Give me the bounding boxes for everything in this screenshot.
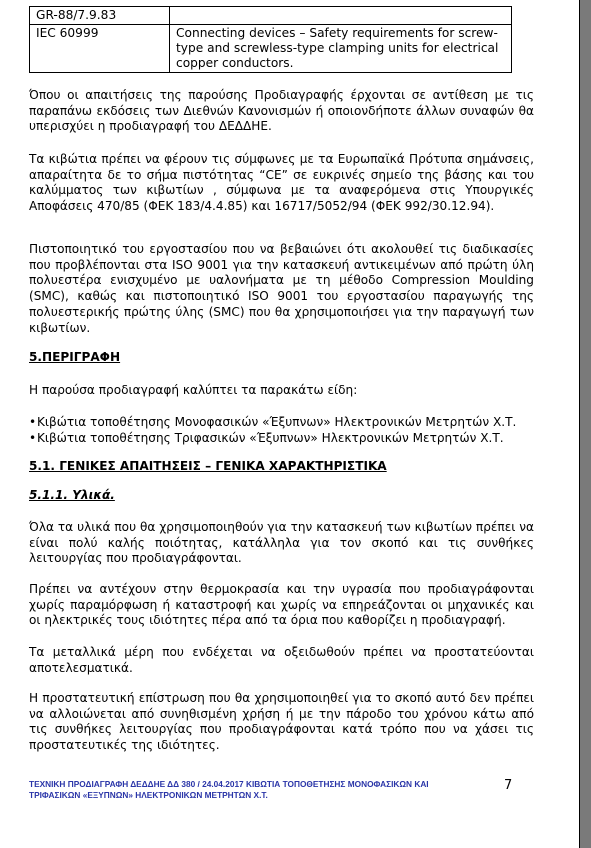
table-row [30, 25, 512, 73]
paragraph-scope: Η παρούσα προδιαγραφή καλύπτει τα παρακάτω είδη: [29, 383, 358, 397]
paragraph-metal-parts: Τα μεταλλικά μέρη που ενδέχεται να οξειδωθούν πρέπει να προστατεύονται αποτελεσματικά. [29, 645, 534, 675]
standard-code: GR-88/7.9.83 [30, 7, 170, 25]
bullet-icon: • [29, 431, 37, 445]
list-item: •Κιβώτια τοποθέτησης Τριφασικών «Έξυπνων» Ηλεκτρονικών Μετρητών Χ.Τ. [29, 431, 504, 445]
page-shadow [580, 0, 591, 848]
page-number: 7 [504, 778, 513, 793]
paragraph-protective-coating: Η προστατευτική επίστρωση που θα χρησιμοποιηθεί για το σκοπό αυτό δεν πρέπει να αλλοιώνεται από συνηθισμένη χρήση ή με την πάροδο του χρόνου κάτω από τις συνθήκες λειτουργίας που προδιαγράφονται κατά τρόπο που να χάσει τις προστατευτικές της ιδιότητες. [29, 691, 534, 753]
paragraph-ce-marking: Τα κιβώτια πρέπει να φέρουν τις σύμφωνες με τα Ευρωπαϊκά Πρότυπα σημάνσεις, απαραίτητα δε το σήμα πιστότητας “CE” σε ευκρινές σημείο της βάσης και του καλύμματος των κιβωτίων , σύμφωνα με τα αναφερόμενα στις Υπουργικές Αποφάσεις 470/85 (ΦΕΚ 183/4.4.85) και 16717/5052/94 (ΦΕΚ 992/30.12.94). [29, 152, 534, 214]
footer-line: ΤΕΧΝΙΚΗ ΠΡΟΔΙΑΓΡΑΦΗ ΔΕΔΔΗΕ ΔΔ 380 / 24.04.2017 ΚΙΒΩΤΙΑ ΤΟΠΟΘΕΤΗΣΗΣ ΜΟΝΟΦΑΣΙΚΩΝ ΚΑΙ [29, 779, 429, 789]
paragraph-precedence: Όπου οι απαιτήσεις της παρούσης Προδιαγραφής έρχονται σε αντίθεση με τις παραπάνω εκδόσεις των Διεθνών Κανονισμών ή οποιονδήποτε άλλων συναφών θα υπερισχύει η προδιαγραφή του ΔΕΔΔΗΕ. [29, 88, 534, 134]
paragraph-materials-quality: Όλα τα υλικά που θα χρησιμοποιηθούν για την κατασκευή των κιβωτίων πρέπει να είναι πολύ καλής ποιότητας, κατάλληλα για τον σκοπό και τις συνθήκες λειτουργίας που προδιαγράφονται. [29, 520, 534, 566]
standard-code: IEC 60999 [30, 25, 170, 73]
list-item: •Κιβώτια τοποθέτησης Μονοφασικών «Έξυπνων» Ηλεκτρονικών Μετρητών Χ.Τ. [29, 415, 517, 429]
section-heading-description: 5.ΠΕΡΙΓΡΑΦΗ [29, 350, 121, 364]
standard-description: Connecting devices – Safety requirements for screw-type and screwless-type clamping units for electrical copper conductors. [170, 25, 512, 73]
paragraph-iso-certificate: Πιστοποιητικό του εργοστασίου που να βεβαιώνει ότι ακολουθεί τις διαδικασίες που προβλέπονται στα ISO 9001 για την κατασκευή αντικειμένων από πρώτη ύλη πολυεστέρα ενισχυμένο με υαλονήματα με τη μέθοδο Compression Moulding (SMC), καθώς και πιστοποιητικό ISO 9001 του εργοστασίου παραγωγής της πολυεστερικής πρώτης ύλης (SMC) που θα χρησιμοποιήσει για την παραγωγή των κιβωτίων. [29, 242, 534, 335]
standard-description [170, 7, 512, 25]
table-row [30, 7, 512, 25]
section-heading-materials: 5.1.1. Υλικά. [29, 488, 115, 502]
page-footer [29, 779, 459, 800]
paragraph-temperature-humidity: Πρέπει να αντέχουν στην θερμοκρασία και την υγρασία που προδιαγράφονται χωρίς παραμόρφωση ή καταστροφή και χωρίς να επηρεάζονται οι μηχανικές και οι ηλεκτρικές τους ιδιότητες πέρα από τα όρια που καθορίζει η προδιαγραφή. [29, 582, 534, 628]
footer-line: ΤΡΙΦΑΣΙΚΩΝ «ΕΞΥΠΝΩΝ» ΗΛΕΚΤΡΟΝΙΚΩΝ ΜΕΤΡΗΤΩΝ Χ.Τ. [29, 789, 268, 800]
section-heading-general-requirements: 5.1. ΓΕΝΙΚΕΣ ΑΠΑΙΤΗΣΕΙΣ – ΓΕΝΙΚΑ ΧΑΡΑΚΤΗΡΙΣΤΙΚΑ [29, 459, 387, 473]
bullet-icon: • [29, 415, 37, 429]
standards-table [29, 6, 512, 73]
